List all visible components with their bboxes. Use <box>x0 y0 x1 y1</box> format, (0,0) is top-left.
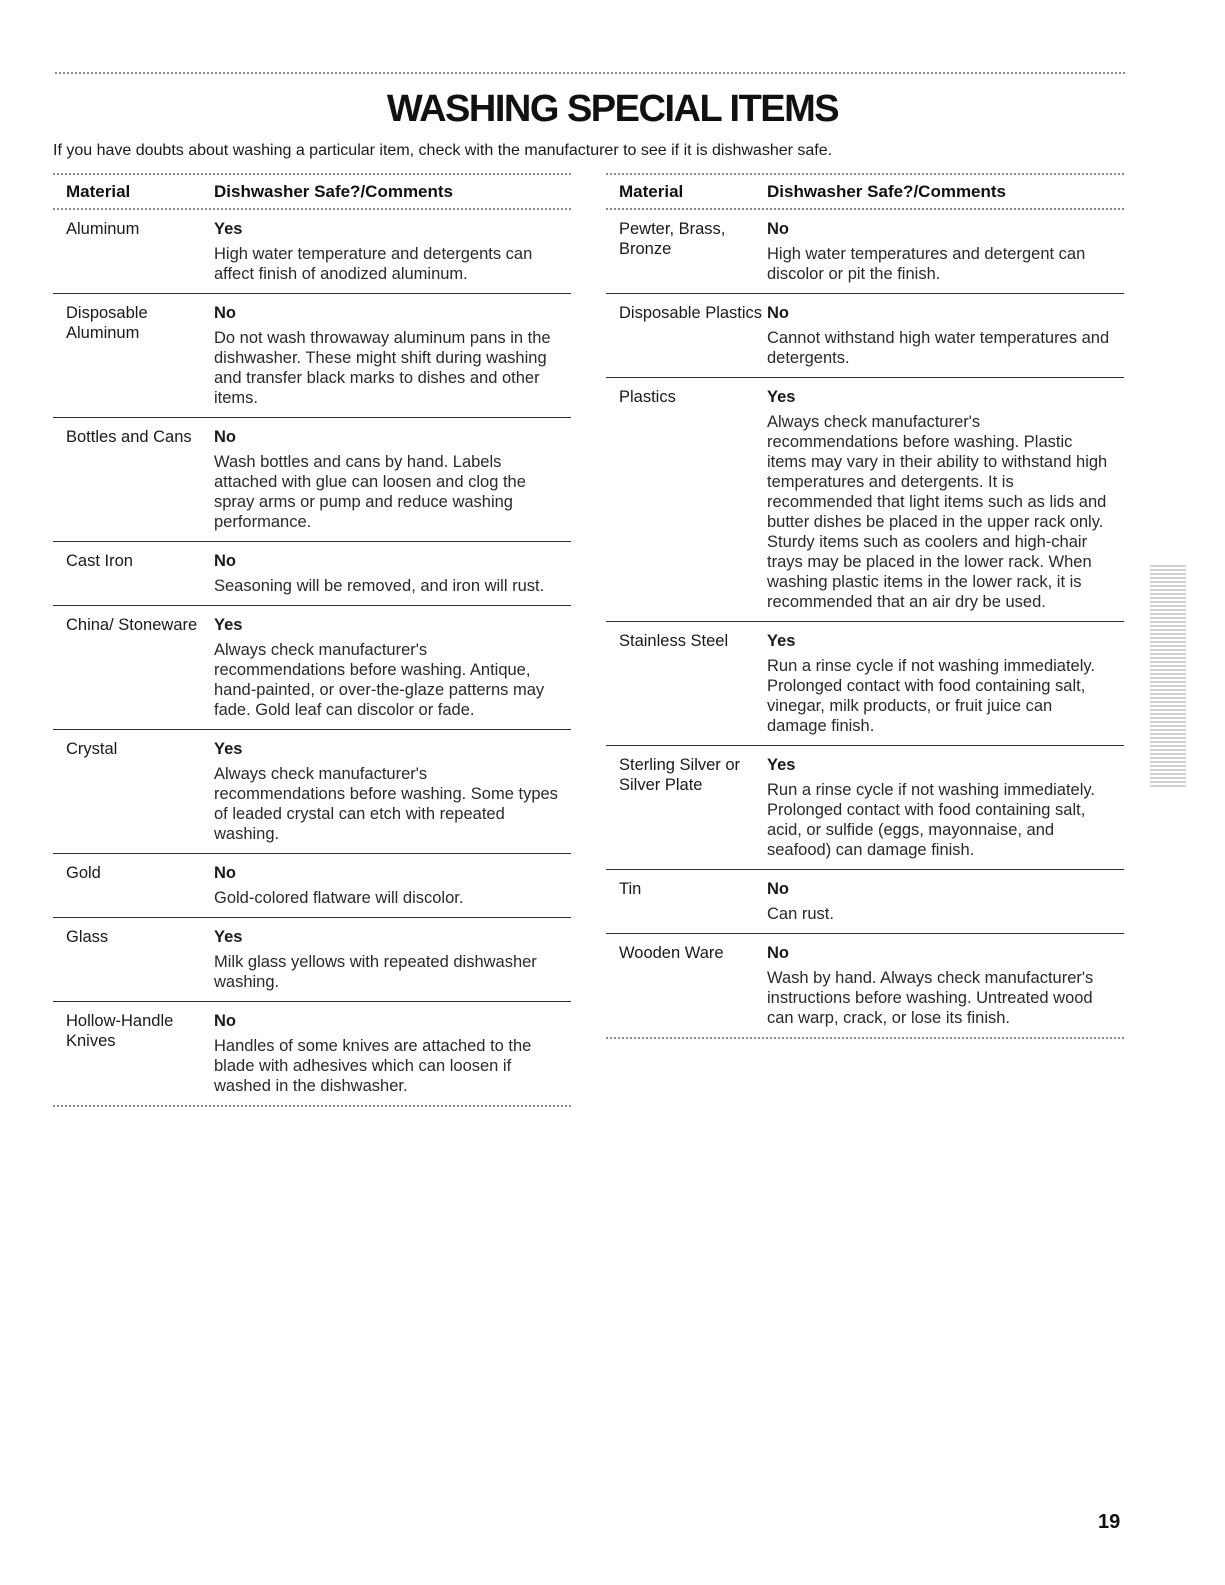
material-cell: Stainless Steel <box>619 632 729 650</box>
dishwasher-safe-verdict: No <box>214 304 236 322</box>
comments-cell <box>214 927 571 992</box>
material-cell: Crystal <box>66 740 118 758</box>
comment-text: High water temperatures and detergent can discolor or pit the finish. <box>767 245 1086 283</box>
material-column-header: Material <box>619 181 684 201</box>
material-cell: Tin <box>619 880 642 898</box>
comments-cell <box>214 739 571 844</box>
comments-cell <box>767 219 1124 284</box>
table-row <box>606 746 1124 870</box>
dishwasher-safe-verdict: Yes <box>767 756 796 774</box>
left-table <box>53 173 571 1107</box>
top-divider <box>55 72 1125 74</box>
comments-cell <box>214 1011 571 1096</box>
table-row <box>606 210 1124 294</box>
comment-text: Do not wash throwaway aluminum pans in the dishwasher. These might shift during washing and transfer black marks to dishes and other items. <box>214 329 551 407</box>
dishwasher-safe-verdict: No <box>767 944 789 962</box>
material-cell: Bottles and Cans <box>66 428 192 446</box>
table-row <box>606 870 1124 934</box>
dishwasher-safe-verdict: Yes <box>214 928 243 946</box>
material-cell: Pewter, Brass, Bronze <box>619 220 726 258</box>
material-cell: Disposable Aluminum <box>66 304 148 342</box>
comments-column-header: Dishwasher Safe?/Comments <box>214 181 454 201</box>
dishwasher-safe-verdict: No <box>767 220 789 238</box>
comments-cell <box>767 879 1124 924</box>
comments-cell <box>214 427 571 532</box>
material-column-header: Material <box>66 181 131 201</box>
table-bottom-rule <box>606 1037 1124 1039</box>
comments-cell <box>767 387 1124 612</box>
dishwasher-safe-verdict: No <box>767 304 789 322</box>
comments-cell <box>214 615 571 720</box>
table-header <box>606 175 1124 208</box>
table-row <box>53 1002 571 1105</box>
comment-text: Seasoning will be removed, and iron will rust. <box>214 577 545 595</box>
table-row <box>53 854 571 918</box>
intro-text: If you have doubts about washing a particular item, check with the manufacturer to see if it is dishwasher safe. <box>53 142 833 159</box>
dishwasher-safe-verdict: Yes <box>767 388 796 406</box>
dishwasher-safe-verdict: No <box>214 1012 236 1030</box>
comment-text: Always check manufacturer's recommendations before washing. Antique, hand-painted, or over-the-glaze patterns may fade. Gold leaf can discolor or fade. <box>214 641 545 719</box>
comments-cell <box>767 631 1124 736</box>
comment-text: Always check manufacturer's recommendations before washing. Some types of leaded crystal can etch with repeated washing. <box>214 765 558 843</box>
dishwasher-safe-verdict: Yes <box>214 220 243 238</box>
table-row <box>53 918 571 1002</box>
table-row <box>53 730 571 854</box>
comment-text: Wash bottles and cans by hand. Labels attached with glue can loosen and clog the spray arms or pump and reduce washing performance. <box>214 453 526 531</box>
material-cell: Glass <box>66 928 109 946</box>
comment-text: Can rust. <box>767 905 834 923</box>
dishwasher-safe-verdict: No <box>214 428 236 446</box>
table-row <box>606 622 1124 746</box>
side-section-tab <box>1150 565 1186 787</box>
material-cell: Aluminum <box>66 220 140 238</box>
comments-cell <box>767 943 1124 1028</box>
dishwasher-safe-verdict: No <box>767 880 789 898</box>
comments-cell <box>214 219 571 284</box>
page-number: 19 <box>1098 1511 1121 1533</box>
table-row <box>53 294 571 418</box>
comment-text: Handles of some knives are attached to the blade with adhesives which can loosen if washed in the dishwasher. <box>214 1037 532 1095</box>
comments-cell <box>214 303 571 408</box>
table-row <box>606 294 1124 378</box>
comment-text: Run a rinse cycle if not washing immediately. Prolonged contact with food containing salt, vinegar, milk products, or fruit juice can damage finish. <box>767 657 1096 735</box>
material-cell: Sterling Silver or Silver Plate <box>619 756 741 794</box>
comments-column-header: Dishwasher Safe?/Comments <box>767 181 1007 201</box>
material-cell: Wooden Ware <box>619 944 724 962</box>
material-cell: China/ Stoneware <box>66 616 198 634</box>
dishwasher-safe-verdict: No <box>214 552 236 570</box>
table-row <box>606 378 1124 622</box>
comments-cell <box>214 863 571 908</box>
comment-text: Gold-colored flatware will discolor. <box>214 889 464 907</box>
dishwasher-safe-verdict: Yes <box>214 740 243 758</box>
material-cell: Hollow-Handle Knives <box>66 1012 174 1050</box>
comment-text: Milk glass yellows with repeated dishwasher washing. <box>214 953 537 991</box>
table-row <box>53 210 571 294</box>
comment-text: Wash by hand. Always check manufacturer's instructions before washing. Untreated wood can warp, crack, or lose its finish. <box>767 969 1094 1027</box>
dishwasher-safe-verdict: Yes <box>767 632 796 650</box>
comment-text: Run a rinse cycle if not washing immediately. Prolonged contact with food containing salt, acid, or sulfide (eggs, mayonnaise, and seafood) can damage finish. <box>767 781 1096 859</box>
right-table <box>606 173 1124 1039</box>
material-cell: Disposable Plastics <box>619 304 763 322</box>
table-bottom-rule <box>53 1105 571 1107</box>
comment-text: High water temperature and detergents can affect finish of anodized aluminum. <box>214 245 533 283</box>
table-row <box>53 606 571 730</box>
comment-text: Cannot withstand high water temperatures and detergents. <box>767 329 1110 367</box>
table-row <box>53 542 571 606</box>
left-rows <box>53 210 571 1105</box>
dishwasher-safe-verdict: Yes <box>214 616 243 634</box>
table-row <box>606 934 1124 1037</box>
comment-text: Always check manufacturer's recommendations before washing. Plastic items may vary in their ability to withstand high temperatures and detergents. It is recommended that light items such as lids and butter dishes be placed in the upper rack only. Sturdy items such as coolers and high-chair trays may be placed in the lower rack. When washing plastic items in the lower rack, it is recommended that an air dry be used. <box>767 413 1108 611</box>
material-cell: Cast Iron <box>66 552 133 570</box>
comments-cell <box>767 755 1124 860</box>
table-row <box>53 418 571 542</box>
material-cell: Gold <box>66 864 101 882</box>
right-rows <box>606 210 1124 1037</box>
comments-cell <box>767 303 1124 368</box>
material-cell: Plastics <box>619 388 676 406</box>
table-header <box>53 175 571 208</box>
dishwasher-safe-verdict: No <box>214 864 236 882</box>
comments-cell <box>214 551 571 596</box>
page-title: WASHING SPECIAL ITEMS <box>386 88 839 130</box>
